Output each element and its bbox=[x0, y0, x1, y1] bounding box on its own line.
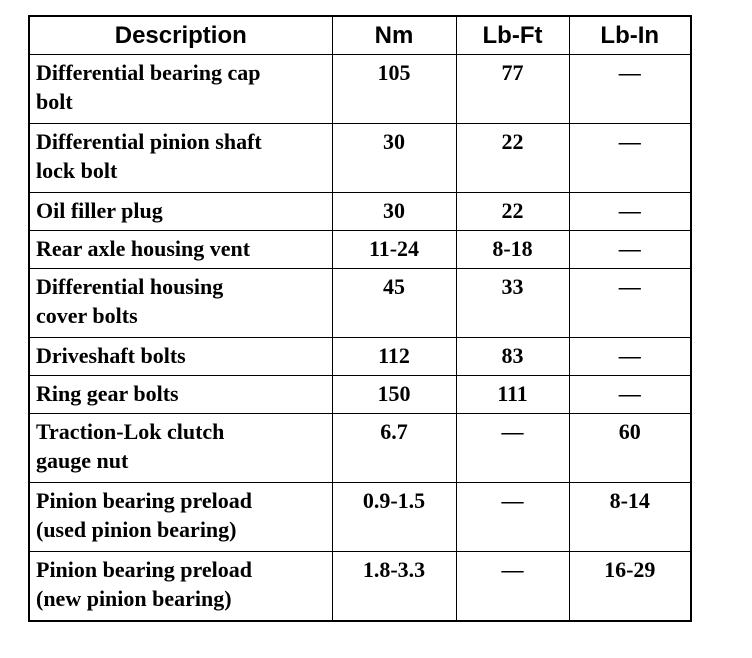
row-nm: 112 bbox=[332, 338, 456, 376]
row-lb-ft: 22 bbox=[456, 193, 569, 231]
row-description: Traction-Lok clutch gauge nut bbox=[29, 414, 332, 483]
row-lb-ft: 33 bbox=[456, 269, 569, 338]
header-row bbox=[29, 16, 691, 55]
table-row bbox=[29, 231, 691, 269]
row-nm: 6.7 bbox=[332, 414, 456, 483]
row-lb-ft: 77 bbox=[456, 55, 569, 124]
row-lb-ft: — bbox=[456, 483, 569, 552]
row-nm: 11-24 bbox=[332, 231, 456, 269]
table-row bbox=[29, 193, 691, 231]
row-nm: 45 bbox=[332, 269, 456, 338]
row-lb-in: — bbox=[569, 124, 691, 193]
row-description: Differential pinion shaft lock bolt bbox=[29, 124, 332, 193]
table-row bbox=[29, 552, 691, 622]
row-description: Pinion bearing preload (used pinion bearing) bbox=[29, 483, 332, 552]
header-nm: Nm bbox=[332, 16, 456, 55]
row-lb-in: — bbox=[569, 376, 691, 414]
table-row bbox=[29, 269, 691, 338]
row-lb-in: — bbox=[569, 231, 691, 269]
row-nm: 1.8-3.3 bbox=[332, 552, 456, 622]
row-lb-ft: — bbox=[456, 414, 569, 483]
table-row bbox=[29, 124, 691, 193]
torque-spec-table bbox=[28, 15, 692, 622]
table-row bbox=[29, 338, 691, 376]
row-description: Differential bearing cap bolt bbox=[29, 55, 332, 124]
row-lb-in: 16-29 bbox=[569, 552, 691, 622]
table-row bbox=[29, 376, 691, 414]
table-row bbox=[29, 483, 691, 552]
row-nm: 30 bbox=[332, 193, 456, 231]
row-description: Differential housing cover bolts bbox=[29, 269, 332, 338]
row-description: Oil filler plug bbox=[29, 193, 332, 231]
row-lb-ft: — bbox=[456, 552, 569, 622]
row-lb-in: — bbox=[569, 338, 691, 376]
row-lb-ft: 83 bbox=[456, 338, 569, 376]
row-lb-in: — bbox=[569, 193, 691, 231]
row-description: Pinion bearing preload (new pinion bearing) bbox=[29, 552, 332, 622]
row-description: Ring gear bolts bbox=[29, 376, 332, 414]
row-lb-ft: 22 bbox=[456, 124, 569, 193]
row-nm: 105 bbox=[332, 55, 456, 124]
row-lb-in: 8-14 bbox=[569, 483, 691, 552]
row-lb-in: — bbox=[569, 55, 691, 124]
header-lb-ft: Lb-Ft bbox=[456, 16, 569, 55]
table-row bbox=[29, 55, 691, 124]
row-lb-in: — bbox=[569, 269, 691, 338]
row-nm: 0.9-1.5 bbox=[332, 483, 456, 552]
header-description: Description bbox=[29, 16, 332, 55]
row-description: Rear axle housing vent bbox=[29, 231, 332, 269]
row-lb-in: 60 bbox=[569, 414, 691, 483]
header-lb-in: Lb-In bbox=[569, 16, 691, 55]
row-lb-ft: 111 bbox=[456, 376, 569, 414]
row-nm: 150 bbox=[332, 376, 456, 414]
row-lb-ft: 8-18 bbox=[456, 231, 569, 269]
row-nm: 30 bbox=[332, 124, 456, 193]
row-description: Driveshaft bolts bbox=[29, 338, 332, 376]
table-row bbox=[29, 414, 691, 483]
